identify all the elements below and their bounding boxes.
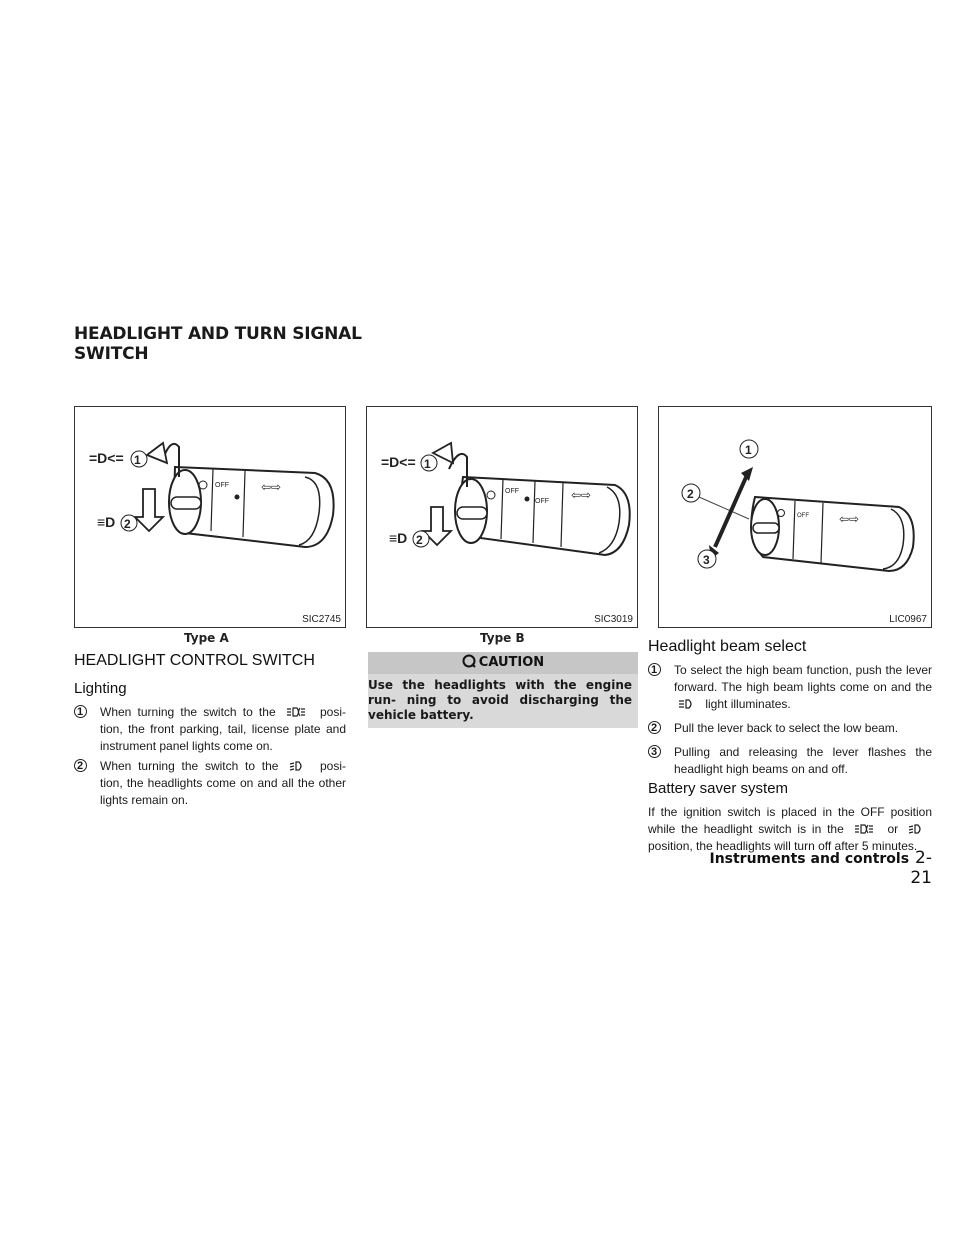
svg-text:2: 2: [416, 533, 423, 547]
item-text: light illuminates.: [705, 697, 791, 711]
caution-box: [368, 652, 638, 728]
beam-select-heading: Headlight beam select: [648, 638, 807, 655]
lighting-heading: Lighting: [74, 680, 127, 697]
beam-item-1: [648, 662, 932, 713]
lighting-item-1: [74, 704, 346, 755]
svg-text:≡D: ≡D: [97, 514, 116, 530]
page-number: 2-21: [910, 848, 932, 888]
headlight-icon: [289, 760, 305, 772]
footer-section: Instruments and controls: [709, 851, 910, 867]
knob-label: OFF: [797, 513, 809, 519]
figure-code: LIC0967: [889, 614, 927, 625]
battery-text: position, the headlights will turn off after 5 minutes.: [648, 839, 918, 853]
figure-caption: Type A: [184, 631, 229, 645]
figure-type-b: [366, 406, 638, 628]
parking-light-icon: [854, 823, 874, 835]
stalk-illustration-b: [367, 407, 639, 629]
callout-1: 1: [745, 443, 752, 457]
item-text: posi- tion, the front parking, tail, license plate and instrument panel lights come on.: [100, 705, 347, 753]
item-text: To select the high beam function, push the lever forward. The high beam lights come on and the: [674, 663, 932, 694]
parking-light-icon: [286, 706, 306, 718]
step-number: 2: [651, 722, 658, 734]
item-text: When turning the switch to the: [100, 705, 276, 719]
item-text: Pull the lever back to select the low beam.: [674, 721, 899, 735]
callout-3: 3: [703, 553, 710, 567]
step-number: 1: [651, 664, 658, 676]
svg-text:1: 1: [134, 453, 141, 467]
knob-label: OFF: [535, 498, 549, 505]
svg-text:1: 1: [424, 457, 431, 471]
item-text: When turning the switch to the: [100, 759, 279, 773]
svg-text:=D<=: =D<=: [89, 450, 124, 466]
beam-item-3: [648, 744, 932, 778]
item-text: posi- tion, the headlights come on and all the other lights remain on.: [100, 759, 346, 807]
item-text: Pulling and releasing the lever flashes the headlight high beams on and off.: [674, 745, 932, 776]
high-beam-icon: [678, 698, 694, 710]
stalk-illustration-a: [75, 407, 347, 629]
battery-text: If the ignition switch is placed in the OFF position while the headlight switch is in the: [648, 805, 932, 836]
callout-2: 2: [687, 487, 694, 501]
caution-icon: [462, 654, 476, 668]
svg-text:=D<=: =D<=: [381, 454, 416, 470]
stalk-illustration-c: [659, 407, 933, 629]
step-number: 1: [77, 706, 84, 718]
figure-beam-select: [658, 406, 932, 628]
svg-text:⇦⇨: ⇦⇨: [261, 480, 282, 494]
figure-code: SIC2745: [302, 614, 341, 625]
knob-label: OFF: [505, 488, 519, 495]
caution-text: Use the headlights with the engine run- ning to avoid discharging the vehicle battery.: [368, 678, 632, 722]
battery-text: or: [887, 822, 899, 836]
figure-type-a: [74, 406, 346, 628]
section-title: HEADLIGHT AND TURN SIGNAL SWITCH: [74, 324, 362, 364]
headlight-icon: [908, 823, 924, 835]
svg-text:≡D: ≡D: [389, 530, 408, 546]
page-footer: [696, 848, 932, 888]
svg-text:⇦⇨: ⇦⇨: [839, 512, 860, 526]
svg-text:2: 2: [124, 517, 131, 531]
beam-item-2: [648, 720, 932, 737]
figure-code: SIC3019: [594, 614, 633, 625]
caution-heading: CAUTION: [478, 655, 545, 670]
step-number: 3: [651, 746, 658, 758]
figure-caption: Type B: [480, 631, 525, 645]
lighting-item-2: [74, 758, 346, 809]
headlight-control-title: HEADLIGHT CONTROL SWITCH: [74, 652, 315, 669]
step-number: 2: [77, 760, 84, 772]
svg-text:⇦⇨: ⇦⇨: [571, 488, 592, 502]
battery-saver-heading: Battery saver system: [648, 780, 789, 797]
knob-label: OFF: [215, 482, 229, 489]
